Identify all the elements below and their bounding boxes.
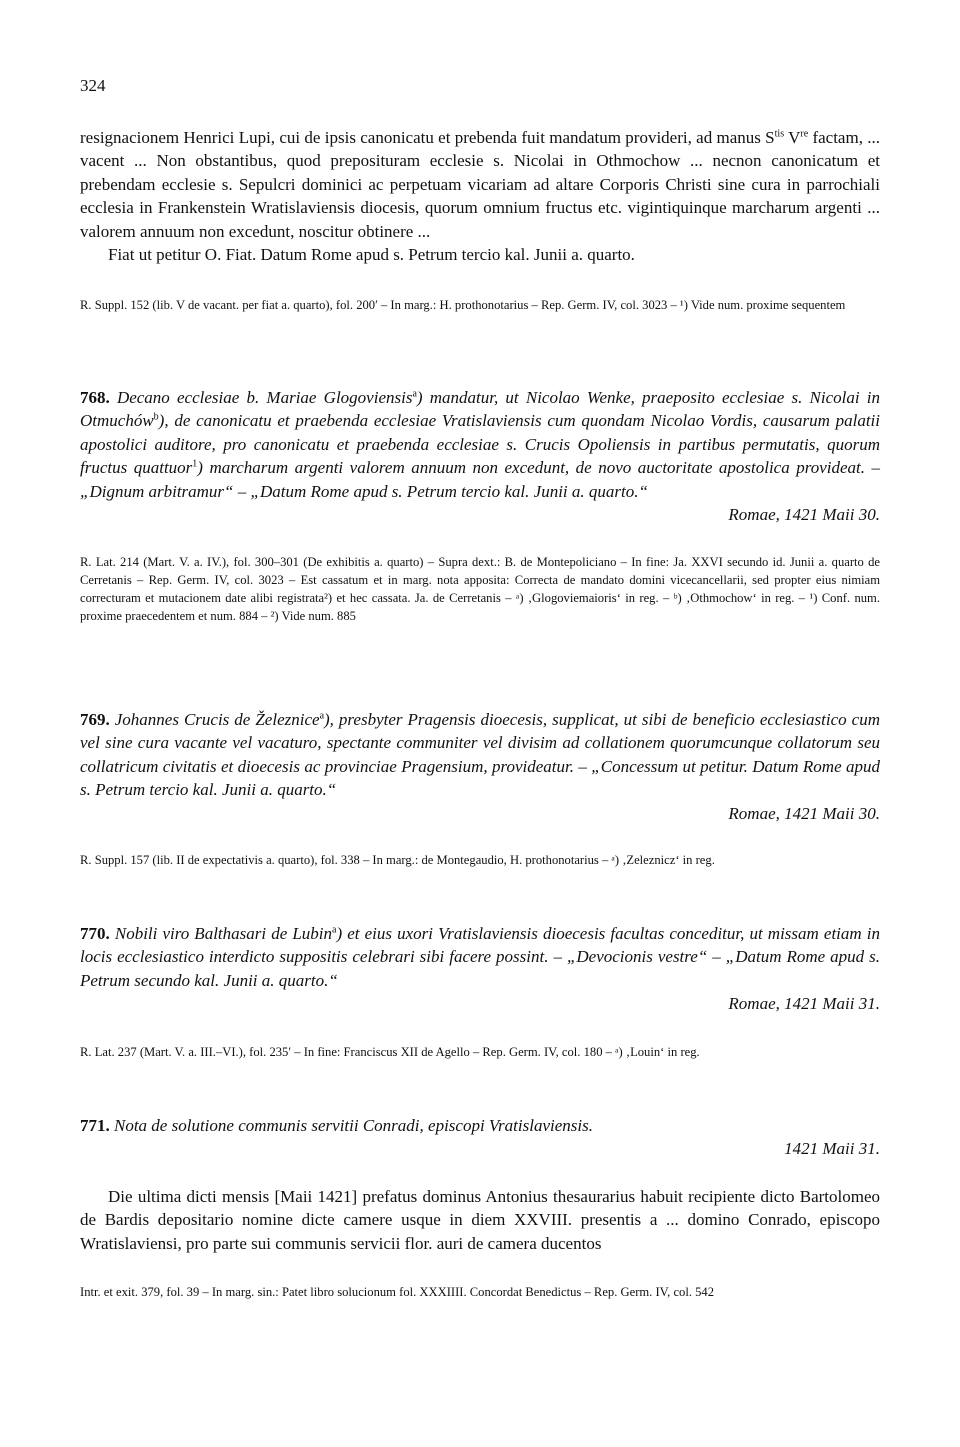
entry-title: Nota de solutione communis servitii Conradi, episcopi Vratislaviensis. [109, 1116, 593, 1135]
entry-769: 769. Johannes Crucis de Železnice$^a$), presbyter Pragensis dioecesis, supplicat, ut sibi de beneficio ecclesiastico cum vel sine cura vacante vel vacaturo, spectante communiter vel divisim ad collationem quorumcunque collatorum seu collatricum civitatis et dioecesis ac provinciae Pragensium, provideatur. – „Concessum ut petitur. Datum Rome apud s. Petrum tercio kal. Junii a. quarto.“ Romae, 1421 Maii 30. [80, 708, 880, 825]
footnote-769: R. Suppl. 157 (lib. II de expectativis a. quarto), fol. 338 – In marg.: de Montegaudio, H. prothonotarius – ᵃ) ‚Zeleznicz‘ in reg. [80, 853, 715, 867]
entry-number: 769. [80, 710, 110, 729]
entry-770: 770. Nobili viro Balthasari de Lubin$^a$) et eius uxori Vratislaviensis dioecesis facultas conceditur, ut missam etiam in locis ecclesiastico interdicto suppositis celebrari sibi facere possint. – „Devocionis vestre“ – „Datum Rome apud s. Petrum secundo kal. Junii a. quarto.“ Romae, 1421 Maii 31. [80, 922, 880, 1016]
entry-number: 770. [80, 924, 110, 943]
entry-771 [80, 1114, 880, 1161]
footnote-770: R. Lat. 237 (Mart. V. a. III.–VI.), fol. 235′ – In fine: Franciscus XII de Agello – Rep. Germ. IV, col. 180 – ᵃ) ‚Louin‘ in reg. [80, 1045, 700, 1059]
fiat-line: Fiat ut petitur O. Fiat. Datum Rome apud s. Petrum tercio kal. Junii a. quarto. [108, 245, 635, 265]
footnote-771: Intr. et exit. 379, fol. 39 – In marg. sin.: Patet libro solucionum fol. XXXIIII. Concordat Benedictus – Rep. Germ. IV, col. 542 [80, 1285, 715, 1299]
entry-date: Romae, 1421 Maii 31. [728, 994, 880, 1014]
entry-date: 1421 Maii 31. [784, 1139, 880, 1159]
continuation-paragraph: resignacionem Henrici Lupi, cui de ipsis canonicatu et prebenda fuit mandatum provideri, ad manus $S^{tis}$ Vre factam, ... vacent ... Non obstantibus, quod preposituram ecclesie s. Nicolai in Othmochow ... necnon canonicatum et prebendam ecclesie s. Sepulcri dominici ac perpetuam vicariam ad altare Corporis Christi sine cura in parrochiali ecclesia in Frankenstein Wratislaviensis diocesis, quorum omnium fructus etc. vigintiquinque marcharum argenti ... valorem annuum non excedunt, noscitur obtinere ... Fiat ut petitur O. Fiat. Datum Rome apud s. Petrum tercio kal. Junii a. quarto. [80, 126, 880, 266]
page-number: 324 [80, 76, 106, 95]
entry-date: Romae, 1421 Maii 30. [728, 803, 880, 823]
entry-768: 768. Decano ecclesiae b. Mariae Glogoviensis$^a$) mandatur, ut Nicolao Wenke, praeposito ecclesiae s. Nicolai in Otmuchów$^b$), de canonicatu et praebenda ecclesiae Vratislaviensis cum quondam Nicolao Vordis, causarum palatii apostolici auditore, pro canonicatu et praebenda ecclesiae s. Crucis Opoliensis in partibus permutatis, quorum fructus quattuor$^1$) marcharum argenti valorem annuum non excedunt, de novo auctoritate apostolica provideat. – „Dignum arbitramur“ – „Datum Rome apud s. Petrum tercio kal. Junii a. quarto.“ Romae, 1421 Maii 30. [80, 386, 880, 526]
entry-date: Romae, 1421 Maii 30. [728, 505, 880, 525]
footnote-768: R. Lat. 214 (Mart. V. a. IV.), fol. 300–301 (De exhibitis a. quarto) – Supra dext.: B. de Montepoliciano – In fine: Ja. XXVI secundo id. Junii a. quarto de Cerretanis – Rep. Germ. IV, col. 3023 – Est cassatum et in marg. nota apposita: Correcta de mandato domini vicecancellarii, sed propter eius nimiam correcturam et mutacionem date alibi registrata²) et hec cassata. Ja. de Cerretanis – ᵃ) ‚Glogoviemaioris‘ in reg. – ᵇ) ‚Othmochow‘ in reg. – ¹) Conf. num. proxime praecedentem et num. 884 – ²) Vide num. 885 [80, 555, 880, 623]
entry-number: 768. [80, 388, 110, 407]
entry-771-body: Die ultima dicti mensis [Maii 1421] prefatus dominus Antonius thesaurarius habuit recipiente dicto Bartolomeo de Bardis depositario nomine dicte camere usque in diem XXVIII. presentis a ... domino Conrado, episcopo Wratislaviensi, pro parte sui communis servicii flor. auri de camera ducentos [80, 1187, 880, 1253]
entry-number: 771. [80, 1116, 110, 1135]
footnote-top: R. Suppl. 152 (lib. V de vacant. per fiat a. quarto), fol. 200′ – In marg.: H. prothonotarius – Rep. Germ. IV, col. 3023 – ¹) Vide num. proxime sequentem [80, 298, 846, 312]
